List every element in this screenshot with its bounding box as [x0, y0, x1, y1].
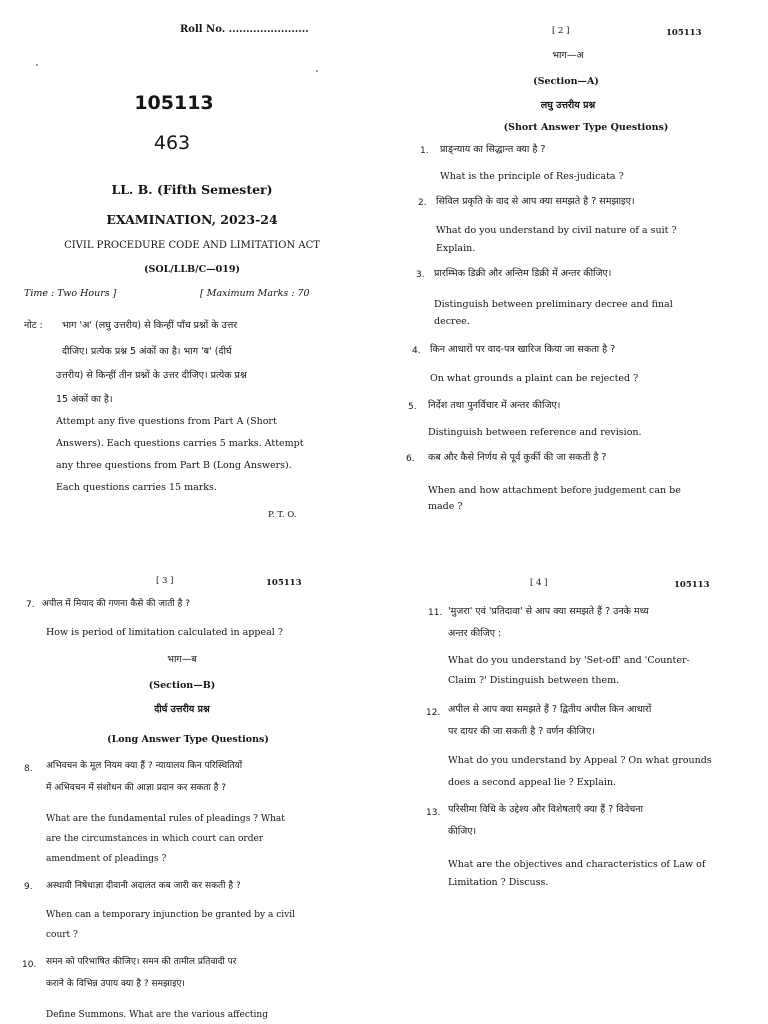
question-hindi: अन्तर कीजिए : [448, 628, 502, 639]
question-number: 11. [428, 608, 443, 618]
question-english: What do you understand by Appeal ? On what grounds [448, 755, 712, 766]
question-hindi: अभिवचन के मूल नियम क्या हैं ? न्यायालय किन परिस्थितियों [46, 761, 243, 771]
question-hindi: पर दायर की जा सकती है ? वर्णन कीजिए। [448, 726, 595, 737]
note-hindi-line: भाग 'अ' (लघु उत्तरीय) से किन्हीं पाँच प्रश्नों के उत्तर [62, 320, 238, 331]
header-paper-code: 105113 [674, 580, 710, 590]
question-number: 6. [406, 454, 415, 464]
paper-code: 105113 [134, 92, 214, 114]
question-number: 12. [426, 708, 441, 718]
question-hindi: किन आधारों पर वाद-पत्र खारिज किया जा सकता है ? [430, 344, 616, 355]
question-hindi: कब और कैसे निर्णय से पूर्व कुर्की की जा सकती है ? [428, 452, 607, 463]
note-label: नोट : [24, 320, 43, 331]
question-english: amendment of pleadings ? [46, 854, 167, 864]
maximum-marks: [ Maximum Marks : 70 [200, 288, 310, 299]
question-english: Limitation ? Discuss. [448, 877, 549, 888]
scan-speck [36, 64, 38, 66]
question-hindi: अपील में मियाद की गणना कैसे की जाती है ? [42, 599, 191, 609]
header-paper-code: 105113 [266, 578, 302, 588]
question-number: 7. [26, 600, 35, 610]
question-english: decree. [434, 316, 470, 327]
question-number: 9. [24, 882, 33, 892]
question-number: 10. [22, 960, 37, 970]
question-hindi: अपील से आप क्या समझते हैं ? द्वितीय अपील किन आधारों [448, 704, 652, 715]
note-hindi-line: दीजिए। प्रत्येक प्रश्न 5 अंकों का है। भाग 'ब' (दीर्घ [62, 346, 232, 357]
question-english: What is the principle of Res-judicata ? [440, 171, 624, 182]
question-english: Explain. [436, 243, 476, 254]
question-english: Define Summons. What are the various affecting [46, 1010, 268, 1020]
question-english: On what grounds a plaint can be rejected ? [430, 373, 639, 384]
question-type-hindi: लघु उत्तरीय प्रश्न [540, 100, 596, 111]
question-english: are the circumstances in which court can order [46, 834, 264, 844]
question-hindi: 'मुजरा' एवं 'प्रतिदावा' से आप क्या समझते हैं ? उनके मध्य [448, 606, 649, 617]
question-number: 4. [412, 346, 421, 356]
section-heading-hindi: भाग—अ [552, 50, 584, 61]
page-3 [0, 512, 384, 1024]
question-english: When and how attachment before judgement can be [428, 485, 681, 496]
question-hindi: कराने के विभिन्न उपाय क्या है ? समझाइए। [46, 979, 185, 989]
question-english: What are the objectives and characteristics of Law of [448, 859, 706, 870]
question-type: (Long Answer Type Questions) [107, 734, 269, 745]
question-english: How is period of limitation calculated in appeal ? [46, 627, 283, 638]
question-hindi: अस्थायी निषेधाज्ञा दीवानी अदालत कब जारी कर सकती है ? [46, 881, 241, 891]
question-type: (Short Answer Type Questions) [503, 122, 669, 133]
scan-speck [316, 70, 318, 72]
question-type-hindi: दीर्घ उत्तरीय प्रश्न [154, 704, 210, 715]
question-hindi: निर्देश तथा पुनर्विचार में अन्तर कीजिए। [428, 400, 561, 411]
roll-number-field: Roll No. ....................... [180, 24, 309, 35]
page-number: [ 4 ] [530, 578, 548, 588]
exam-title: EXAMINATION, 2023-24 [106, 212, 278, 227]
page-number: [ 3 ] [156, 576, 174, 586]
question-number: 5. [408, 402, 417, 412]
question-english: Distinguish between preliminary decree and final [434, 299, 673, 310]
note-english-line: any three questions from Part B (Long Answers). [56, 460, 292, 471]
question-english: does a second appeal lie ? Explain. [448, 777, 617, 788]
page-number: [ 2 ] [552, 26, 570, 36]
question-hindi: में अभिवचन में संशोधन की आज्ञा प्रदान कर सकता है ? [46, 783, 227, 793]
note-english-line: Answers). Each questions carries 5 marks. Attempt [56, 438, 304, 449]
question-hindi: सिविल प्रकृति के वाद से आप क्या समझते है ? समझाइए। [436, 196, 635, 207]
section-heading: (Section—B) [148, 680, 216, 691]
question-number: 1. [420, 146, 429, 156]
question-english: court ? [46, 930, 78, 940]
section-heading-hindi: भाग—ब [167, 654, 197, 665]
page-1-cover [0, 0, 384, 520]
question-english: What do you understand by 'Set-off' and 'Counter- [448, 655, 690, 666]
course-title: LL. B. (Fifth Semester) [111, 182, 273, 197]
note-hindi-line: उत्तरीय) से किन्हीं तीन प्रश्नों के उत्तर दीजिए। प्रत्येक प्रश्न [56, 370, 247, 381]
subject-title: CIVIL PROCEDURE CODE AND LIMITATION ACT [64, 240, 320, 251]
paper-number: 463 [153, 132, 191, 154]
question-number: 2. [418, 198, 427, 208]
note-english-line: Each questions carries 15 marks. [56, 482, 217, 493]
question-number: 8. [24, 764, 33, 774]
section-heading: (Section—A) [533, 76, 599, 87]
header-paper-code: 105113 [666, 28, 702, 38]
question-english: What do you understand by civil nature of a suit ? [436, 225, 677, 236]
question-hindi: परिसीमा विधि के उद्देश्य और विशेषताएँ क्या हैं ? विवेचना [448, 804, 643, 815]
note-hindi-line: 15 अंकों का है। [56, 394, 113, 405]
question-english: made ? [428, 501, 463, 512]
question-english: Distinguish between reference and revision. [428, 427, 642, 438]
note-english-line: Attempt any five questions from Part A (Short [56, 416, 277, 427]
question-number: 13. [426, 808, 441, 818]
question-hindi: कीजिए। [448, 826, 477, 837]
question-english: Claim ?' Distinguish between them. [448, 675, 620, 686]
question-hindi: समन को परिभाषित कीजिए। समन की तामील प्रतिवादी पर [46, 957, 237, 967]
question-english: When can a temporary injunction be granted by a civil [46, 910, 295, 920]
pto-marker: P. T. O. [268, 510, 297, 520]
question-english: What are the fundamental rules of pleadings ? What [46, 814, 285, 824]
question-hindi: प्राङ्न्याय का सिद्धान्त क्या है ? [440, 144, 546, 155]
subject-code: (SOL/LLB/C—019) [143, 264, 241, 275]
page-2 [384, 0, 768, 512]
time-allowed: Time : Two Hours ] [24, 288, 117, 299]
question-number: 3. [416, 270, 425, 280]
page-4 [384, 512, 768, 1024]
question-hindi: प्रारम्भिक डिक्री और अन्तिम डिक्री में अन्तर कीजिए। [434, 268, 612, 279]
